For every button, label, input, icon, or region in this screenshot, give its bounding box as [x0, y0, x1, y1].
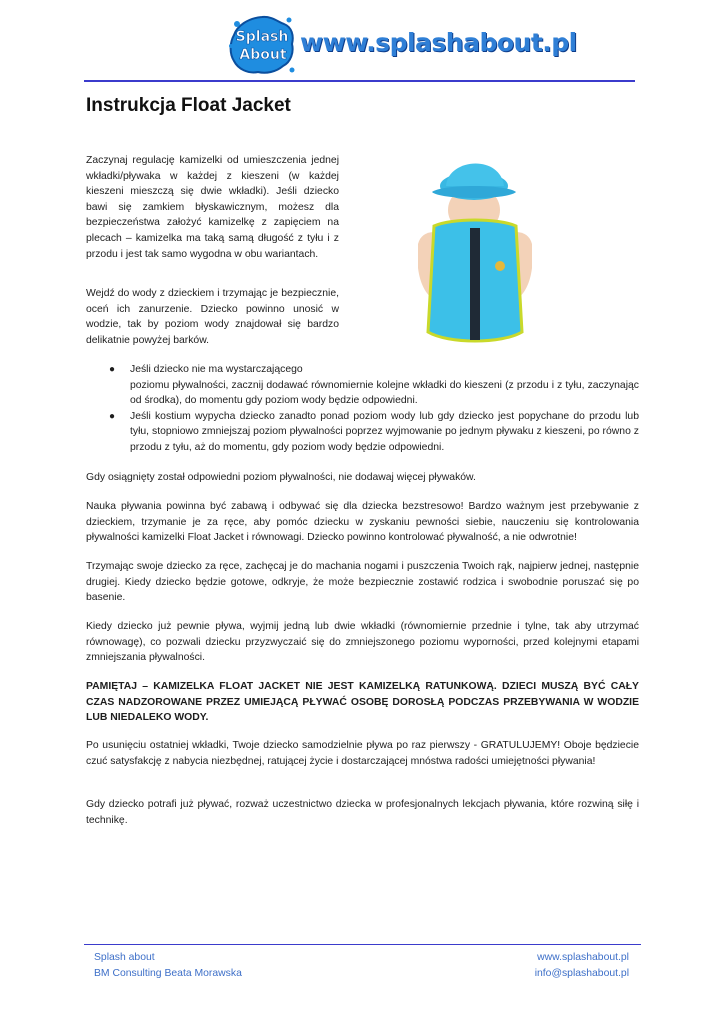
site-url-logo[interactable]: www.splashabout.pl — [300, 28, 577, 57]
footer-divider — [84, 944, 641, 945]
page-header — [0, 0, 725, 84]
footer-left — [94, 950, 242, 982]
congrats-paragraph: Po usunięciu ostatniej wkładki, Twoje dziecko samodzielnie pływa po raz pierwszy - GRATULUJEMY! Oboje będziecie czuć satysfakcję z nabycia niezbędnej, ratującej życie i dostarczającej mnóstwa radości umiejętności pływania! — [86, 740, 639, 767]
bullet-text: Jeśli kostium wypycha dziecko zanadto ponad poziom wody lub gdy dziecko jest popychane do przodu lub tyłu, stopniowo zmniejszaj poziom pływalności poprzez wyjmowanie po jednym pływaku z kieszeni, po równo z przodu z tyłu, aż do momentu, gdy poziom wody będzie odpowiedni. — [130, 410, 639, 453]
buoyancy-paragraph: Gdy osiągnięty został odpowiedni poziom pływalności, nie dodawaj więcej pływaków. — [86, 472, 476, 483]
hands-paragraph: Trzymając swoje dziecko za ręce, zachęcaj je do machania nogami i puszczenia Twoich rąk, najpierw jednej, następnie drugiej. Kiedy dziecko będzie gotowe, odkryje, że może bezpiecznie zostawić rodzica i swobodnie poruszać się po basenie. — [86, 561, 639, 604]
footer-website-link[interactable]: www.splashabout.pl — [537, 952, 629, 963]
page-title: Instrukcja Float Jacket — [86, 95, 291, 116]
adjustment-bullet-list — [86, 362, 639, 456]
footer-company: Splash about — [94, 952, 155, 963]
learning-paragraph: Nauka pływania powinna być zabawą i odbywać się dla dziecka bezstresowo! Bardzo ważnym jest przebywanie z dzieckiem, trzymanie je za ręce, aby pomóc dziecku w zyskaniu pewności siebie, nauczeniu się kontrolowania pływalności kamizelki Float Jacket i równowagi. Dziecko powinno kontrolować pływalność, a nie odwrotnie! — [86, 501, 639, 544]
remove-floats-paragraph: Kiedy dziecko już pewnie pływa, wyjmij jedną lub dwie wkładki (równomiernie przednie i tylne, tak aby utrzymać równowagę), co pozwali dziecku przyzwyczaić się do zmniejszonego poziomu wyporności, przed kolejnymi etapami zmniejszania pływalności. — [86, 621, 639, 664]
footer-owner: BM Consulting Beata Morawska — [94, 968, 242, 979]
lessons-paragraph: Gdy dziecko potrafi już pływać, rozważ uczestnictwo dziecka w profesjonalnych lekcjach pływania, które rozwiną siłę i technikę. — [86, 799, 639, 826]
intro-paragraph: Zaczynaj regulację kamizelki od umieszczenia jednej wkładki/pływaka w każdej z kieszeni (w każdej kieszeni mieszczą się dwie wkładki). Jeśli dziecko bawi się zamkiem błyskawicznym, możesz dla bezpieczeństwa założyć kamizelkę z zapięciem na plecach – kamizelka ma taką samą długość z tyłu i z przodu i jest tak samo wygodna w obu wariantach. — [86, 155, 339, 260]
bullet-first-line: Jeśli dziecko nie ma wystarczającego — [130, 364, 303, 375]
logo-text-line1: Splash — [235, 29, 289, 45]
warning-paragraph: PAMIĘTAJ – KAMIZELKA FLOAT JACKET NIE JEST KAMIZELKĄ RATUNKOWĄ. DZIECI MUSZĄ BYĆ CAŁY CZAS NADZOROWANE PRZEZ UMIEJĄCĄ PŁYWAĆ OSOBĘ DOROSŁĄ PODCZAS PRZEBYWANIA W WODZIE LUB NIEDALEKO WODY. — [86, 681, 639, 724]
footer-email-link[interactable]: info@splashabout.pl — [534, 968, 629, 979]
child-float-jacket-photo — [412, 148, 538, 350]
bullet-dot-icon: ● — [109, 410, 116, 422]
footer-right — [535, 950, 629, 982]
splash-about-logo — [228, 14, 296, 76]
bullet-item-add-floats — [86, 362, 639, 409]
header-divider — [84, 80, 635, 82]
bullet-text: poziomu pływalności, zacznij dodawać równomiernie kolejne wkładki do kieszeni (z przodu i z tyłu, zaczynając od środka), do momentu gdy poziom wody będzie odpowiedni. — [130, 379, 639, 407]
water-entry-paragraph: Wejdź do wody z dzieckiem i trzymając je bezpiecznie, oceń ich zanurzenie. Dziecko powinno unosić w wodzie, tak by poziom wody znajdował się bardzo delikatnie powyżej barków. — [86, 288, 339, 346]
bullet-item-remove-floats — [86, 409, 639, 456]
bullet-dot-icon: ● — [109, 364, 116, 375]
logo-text-line2: About — [239, 47, 287, 63]
